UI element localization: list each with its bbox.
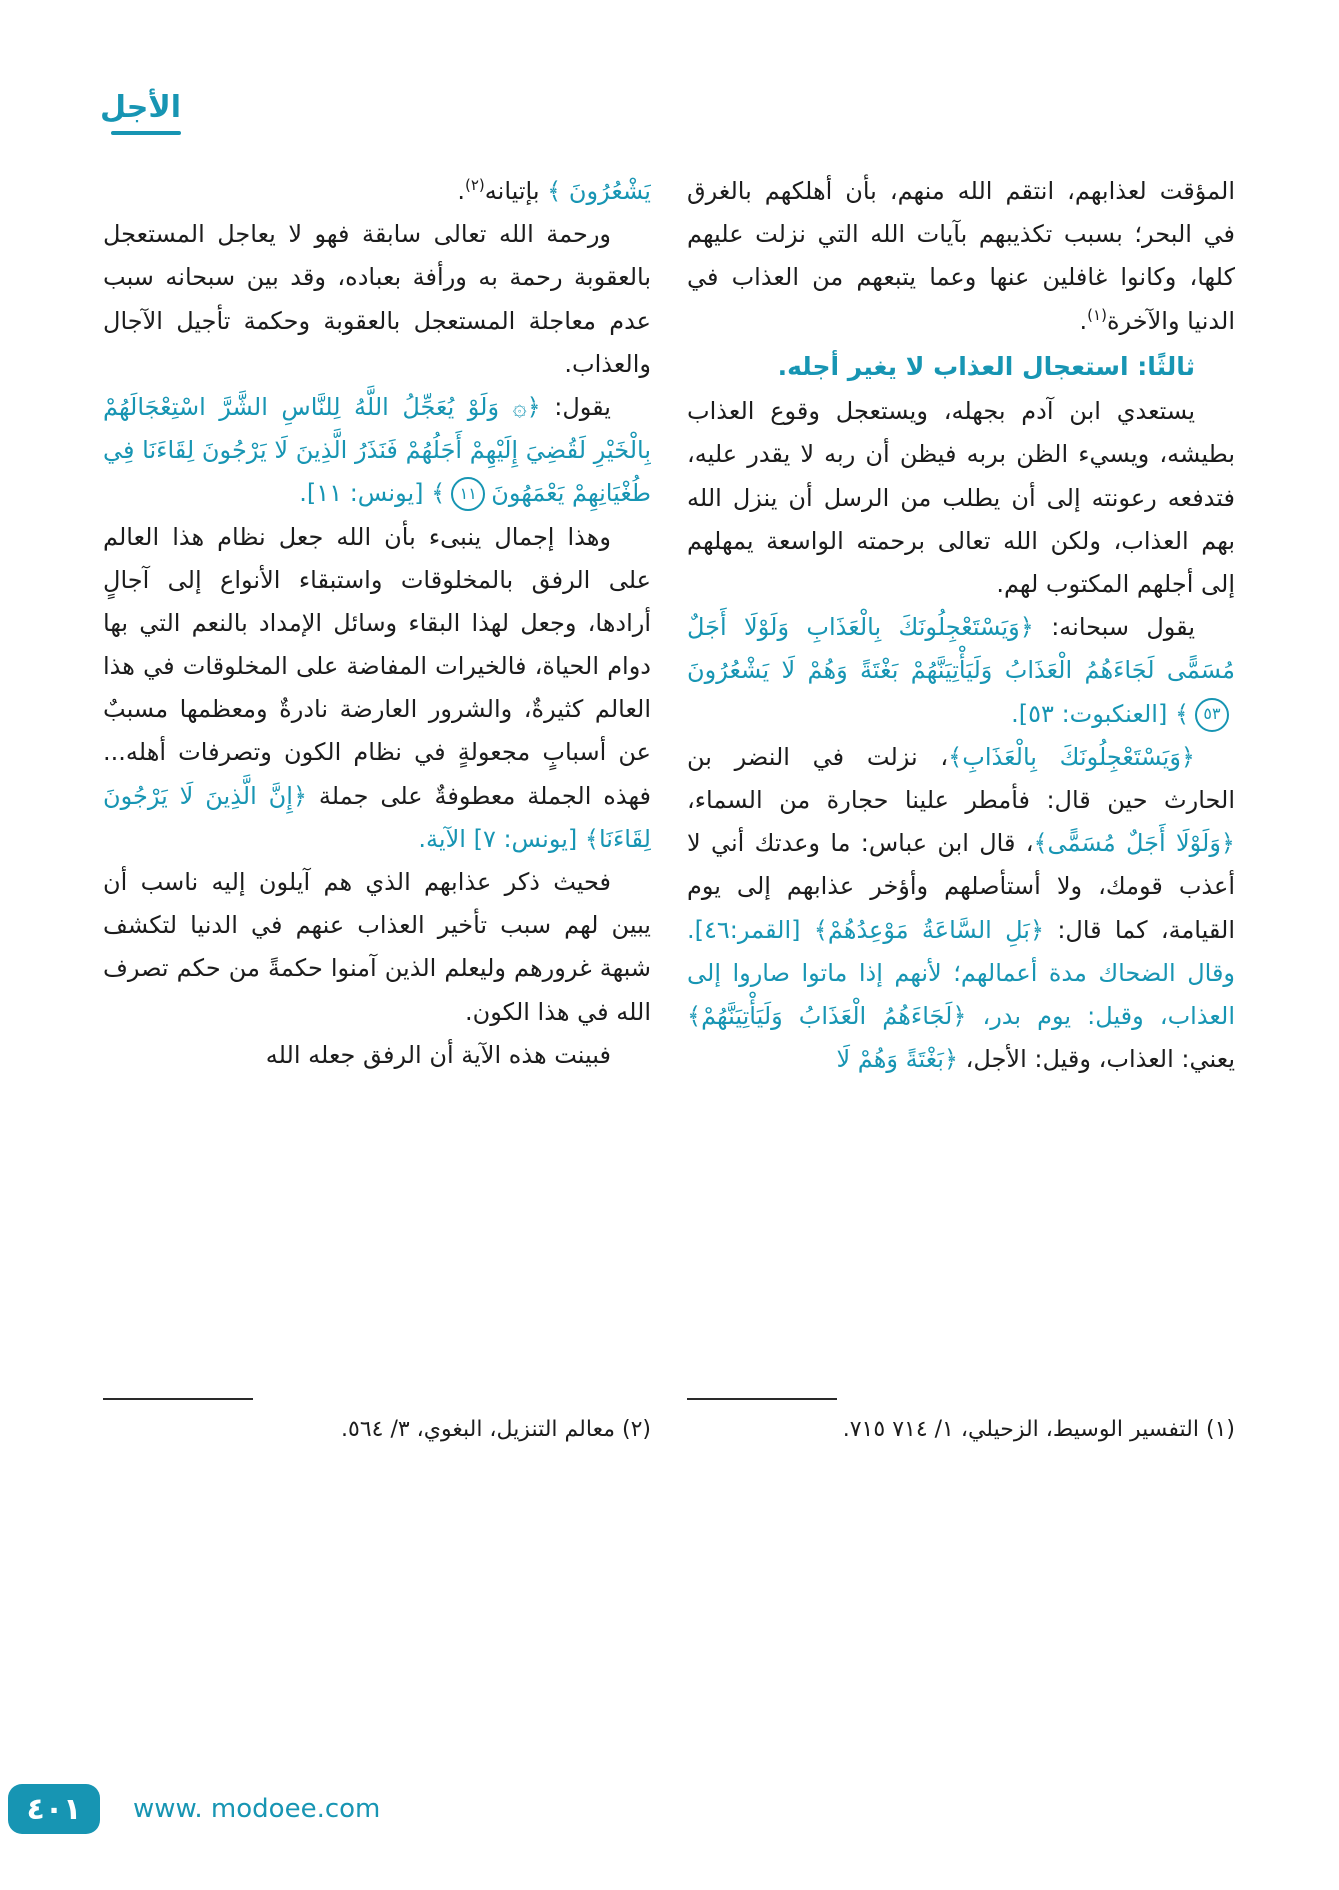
paragraph-continuation bbox=[103, 170, 651, 213]
chapter-header bbox=[100, 90, 181, 135]
footnotes bbox=[103, 1398, 1235, 1447]
verse-reference: [القمر:٤٦]. وقال الضحاك مدة أعمالهم؛ لأنهم إذا ماتوا صاروا إلى العذاب، وقيل: يوم بدر، bbox=[687, 915, 1235, 1030]
paragraph-with-verse bbox=[687, 606, 1235, 736]
body-text: ، قال ابن عباس: ما وعدتك أني لا أعذب قومك، ولا أستأصلهم وأؤخر عذابهم إلى يوم القيامة، كما قال: bbox=[687, 829, 1235, 944]
footnote-marker-1: (١) bbox=[1087, 305, 1107, 324]
verse-reference: [يونس: ٧] الآية. bbox=[418, 824, 585, 853]
ayah-number-ornament: ٥٣ bbox=[1195, 698, 1229, 732]
paragraph: فبينت هذه الآية أن الرفق جعله الله bbox=[265, 1040, 611, 1069]
footnote-marker-2: (٢) bbox=[464, 176, 485, 194]
page-footer bbox=[0, 1784, 1339, 1844]
quran-verse: ﴿وَلَوْلَا أَجَلٌ مُسَمًّى﴾ bbox=[1033, 829, 1235, 858]
verse-reference: [العنكبوت: ٥٣]. bbox=[1011, 699, 1175, 728]
footnote-1 bbox=[687, 1398, 1235, 1447]
body-text: بإتيانه bbox=[484, 177, 548, 205]
paragraph: ورحمة الله تعالى سابقة فهو لا يعاجل المستعجل بالعقوبة رحمة به ورأفة بعباده، وقد بين سبحانه سبب عدم معاجلة المستعجل بالعقوبة وحكمة تأجيل الآجال والعذاب. bbox=[103, 220, 651, 378]
footnote-separator bbox=[103, 1398, 253, 1400]
quran-verse: ﴿وَيَسْتَعْجِلُونَكَ بِالْعَذَابِ وَلَوْلَا أَجَلٌ مُسَمًّى لَجَاءَهُمُ الْعَذَابُ وَلَيَأْتِيَنَّهُمْ بَغْتَةً وَهُمْ لَا يَشْعُرُونَ bbox=[687, 613, 1235, 685]
body-text: وهذا إجمال ينبىء بأن الله جعل نظام هذا العالم على الرفق بالمخلوقات واستبقاء الأنواع إلى آجالٍ أرادها، وجعل لهذا البقاء وسائل الإمداد بالنعم التي بها دوام الحياة، فالخيرات المفاضة على المخلوقات في هذا العالم كثيرةٌ، والشرور العارضة نادرةٌ ومعظمها مسببٌ عن أسبابٍ مجعولةٍ في نظام الكون وتصرفات أهله... فهذه الجملة معطوفةٌ على جملة bbox=[103, 522, 651, 810]
page-number-badge: ٤٠١ bbox=[8, 1784, 100, 1834]
footnote-source: التفسير الوسيط، الزحيلي، ١/ ٧١٤ ٧١٥. bbox=[842, 1417, 1206, 1442]
quran-verse: ﴿إِنَّ الَّذِينَ لَا يَرْجُونَ لِقَاءَنَا﴾ bbox=[103, 781, 651, 853]
paragraph-continuation bbox=[687, 170, 1235, 343]
column-right bbox=[687, 170, 1235, 1392]
chapter-title: الأجل bbox=[100, 90, 182, 125]
footnote-source: معالم التنزيل، البغوي، ٣/ ٥٦٤. bbox=[341, 1417, 622, 1442]
body-text: . bbox=[1079, 306, 1088, 335]
body-text: يقول سبحانه: bbox=[1033, 613, 1196, 642]
paragraph-with-verse bbox=[103, 516, 651, 862]
footnote-number: (٢) bbox=[621, 1417, 651, 1442]
quran-verse: ﴿بَغْتَةً وَهُمْ لَا bbox=[836, 1045, 959, 1074]
body-text: يقول: bbox=[540, 392, 611, 421]
quran-verse: ﴿لَجَاءَهُمُ الْعَذَابُ وَلَيَأْتِيَنَّهُمْ﴾ bbox=[687, 1001, 967, 1030]
paragraph-with-verse bbox=[103, 386, 651, 516]
quran-verse: يَشْعُرُونَ ﴾ bbox=[547, 177, 651, 205]
quran-verse: ﴿بَلِ السَّاعَةُ مَوْعِدُهُمْ﴾ bbox=[813, 915, 1045, 944]
column-left bbox=[103, 170, 651, 1392]
text-columns bbox=[103, 170, 1235, 1392]
section-heading: ثالثًا: استعجال العذاب لا يغير أجله. bbox=[777, 351, 1195, 381]
website-url: www. modoee.com bbox=[133, 1794, 381, 1824]
quran-verse: ﴿وَيَسْتَعْجِلُونَكَ بِالْعَذَابِ﴾ bbox=[948, 742, 1195, 771]
footnote-text bbox=[687, 1412, 1235, 1447]
body-text: ، نزلت في النضر بن الحارث حين قال: فأمطر علينا حجارة من السماء، bbox=[687, 742, 1235, 814]
footnote-text bbox=[103, 1412, 651, 1447]
footnote-number: (١) bbox=[1205, 1417, 1235, 1442]
body-text: . bbox=[457, 177, 465, 205]
footnote-2 bbox=[103, 1398, 651, 1447]
chapter-title-rule bbox=[111, 131, 181, 135]
paragraph: فحيث ذكر عذابهم الذي هم آيلون إليه ناسب أن يبين لهم سبب تأخير العذاب عنهم في الدنيا لتكشف شبهة غرورهم وليعلم الذين آمنوا حكمةً من حكم تصرف الله في هذا الكون. bbox=[103, 868, 651, 1026]
ayah-number-ornament: ١١ bbox=[451, 477, 485, 511]
quran-verse-close-bracket: ﴾ bbox=[1174, 699, 1189, 728]
paragraph: يستعدي ابن آدم بجهله، ويستعجل وقوع العذاب بطيشه، ويسيء الظن بربه فيظن أن ربه لا يقدر عليه، فتدفعه رعونته إلى أن يطلب من الرسل أن ينزل الله بهم العذاب، ولكن الله تعالى برحمته الواسعة يمهلهم إلى أجلهم المكتوب لهم. bbox=[687, 397, 1235, 598]
quran-verse-close-bracket: ﴾ bbox=[431, 479, 446, 508]
paragraph-with-verse bbox=[687, 736, 1235, 1082]
footnote-separator bbox=[687, 1398, 837, 1400]
quran-verse: ﴿۞ وَلَوْ يُعَجِّلُ اللَّهُ لِلنَّاسِ الشَّرَّ اسْتِعْجَالَهُمْ بِالْخَيْرِ لَقُضِيَ إِلَيْهِمْ أَجَلُهُمْ فَنَذَرُ الَّذِينَ لَا يَرْجُونَ لِقَاءَنَا فِي طُغْيَانِهِمْ يَعْمَهُونَ bbox=[103, 392, 651, 508]
verse-reference: [يونس: ١١]. bbox=[299, 479, 432, 508]
body-text: يعني: العذاب، وقيل: الأجل، bbox=[958, 1045, 1235, 1074]
body-text: المؤقت لعذابهم، انتقم الله منهم، بأن أهلكهم بالغرق في البحر؛ بسبب تكذيبهم بآيات الله التي نزلت عليهم كلها، وكانوا غافلين عنها وعما يتبعهم من العذاب في الدنيا والآخرة bbox=[687, 177, 1235, 335]
